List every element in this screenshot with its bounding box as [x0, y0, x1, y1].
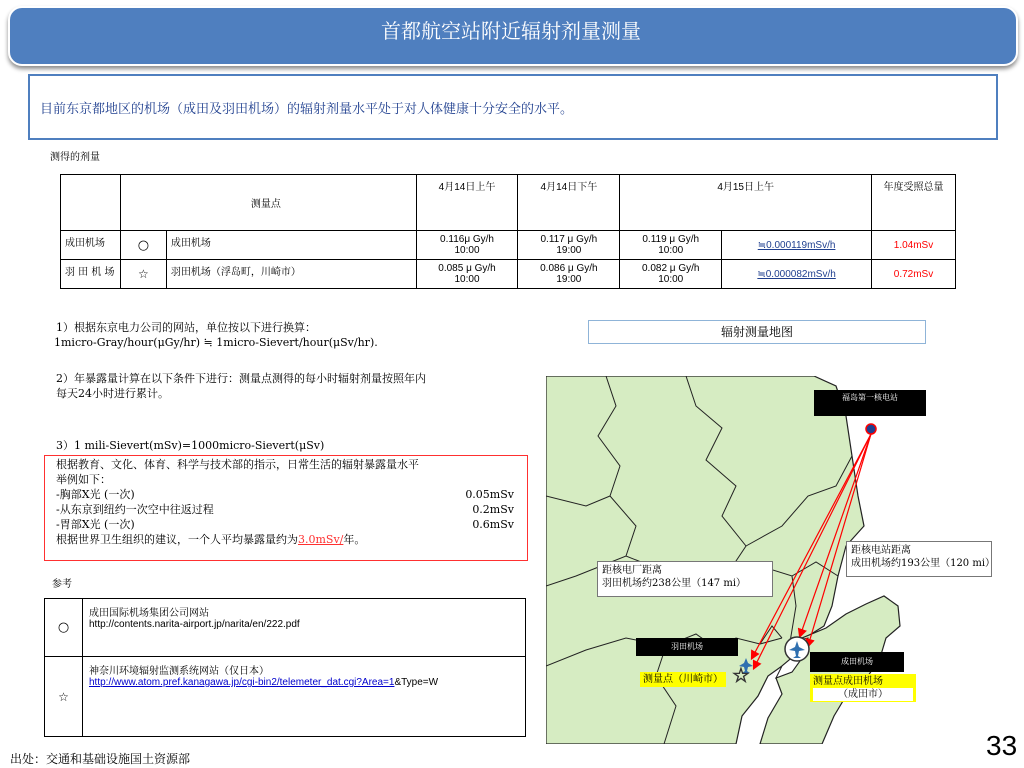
- example-item: -从东京到纽约一次空中往返过程 0.2mSv: [56, 503, 514, 516]
- haneda-distance-box: 距核电厂距离 羽田机场约238公里（147 mi）: [597, 561, 773, 597]
- haneda-point-label: 测量点（川崎市）: [640, 672, 726, 687]
- table-caption: 测得的剂量: [50, 152, 100, 163]
- star-symbol: ☆: [120, 260, 166, 289]
- value-apr15-am: 0.119 μ Gy/h 10:00: [620, 231, 722, 260]
- header-annual: 年度受照总量: [872, 175, 956, 231]
- star-symbol: ☆: [45, 657, 83, 737]
- source-note: 出处：交通和基础设施国土资源部: [10, 752, 191, 766]
- narita-airport-label: 成田机场: [810, 652, 904, 672]
- value-apr14-pm: 0.086 μ Gy/h 19:00: [518, 260, 620, 289]
- reference-link[interactable]: http://www.atom.pref.kanagawa.jp/cgi-bin2/telemeter_dat.cgi?Area=1: [89, 677, 395, 688]
- value-annual: 1.04mSv: [872, 231, 956, 260]
- map-title: 辐射测量地图: [588, 320, 926, 344]
- header-apr14-pm: 4月14日下午: [518, 175, 620, 231]
- measure-point: 成田机场: [166, 231, 416, 260]
- circle-symbol: ○: [45, 599, 83, 657]
- table-row: ☆ 神奈川环境辐射监测系统网站（仅日本） http://www.atom.pref.kanagawa.jp/cgi-bin2/telemeter_dat.cgi?Area=1&Type=W: [45, 657, 526, 737]
- measure-point: 羽田机场（浮岛町，川崎市）: [166, 260, 416, 289]
- summary-text: 目前东京都地区的机场（成田及羽田机场）的辐射剂量水平处于对人体健康十分安全的水平。: [40, 102, 574, 117]
- reference-caption: 参考: [52, 579, 72, 590]
- value-apr14-pm: 0.117 μ Gy/h 19:00: [518, 231, 620, 260]
- table-row: [61, 231, 956, 260]
- who-recommendation: 根据世界卫生组织的建议，一个人平均暴露量约为3.0mSv/年。: [56, 533, 366, 546]
- narita-distance-box: 距核电站距离 成田机场约193公里（120 mi）: [846, 541, 992, 577]
- circle-symbol: ○: [120, 231, 166, 260]
- page-number: 33: [986, 730, 1018, 761]
- dose-table: [60, 174, 956, 289]
- table-header-row: [61, 175, 956, 231]
- fukushima-marker: [866, 424, 876, 434]
- reference-name: 成田国际机场集团公司网站: [89, 608, 209, 619]
- airport-name: 成田机场: [61, 231, 121, 260]
- value-annual: 0.72mSv: [872, 260, 956, 289]
- example-item: -胃部X光 (一次) 0.6mSv: [56, 518, 514, 531]
- header-point: 测量点: [120, 175, 416, 231]
- haneda-airport-label: 羽田机场: [636, 638, 738, 656]
- page-title: 首都航空站附近辐射剂量测量: [381, 19, 641, 43]
- note-1: 1）根据东京电力公司的网站，单位按以下进行换算： 1micro-Gray/hour(μGy/hr) ≒ 1micro-Sievert/hour(μSv/hr).: [54, 321, 378, 349]
- value-apr14-am: 0.116μ Gy/h 10:00: [416, 231, 518, 260]
- reference-table: [44, 598, 526, 737]
- value-apr15-am: 0.082 μ Gy/h 10:00: [620, 260, 722, 289]
- narita-point-label: 测量点成田机场 （成田市）: [810, 674, 916, 702]
- airport-name: 羽 田 机 场: [61, 260, 121, 289]
- table-row: [45, 599, 526, 657]
- fukushima-label: 福岛第一核电站: [814, 390, 926, 416]
- value-apr14-am: 0.085 μ Gy/h 10:00: [416, 260, 518, 289]
- header-apr14-am: 4月14日上午: [416, 175, 518, 231]
- value-converted: ≒0.000082mSv/h: [722, 260, 872, 289]
- header-apr15-am: 4月15日上午: [620, 175, 872, 231]
- table-row: [61, 260, 956, 289]
- note-2: 2）年暴露量计算在以下条件下进行：测量点测得的每小时辐射剂量按照年内 每天24小时进行累计。: [56, 372, 426, 400]
- kawasaki-star-icon: ☆: [732, 663, 750, 687]
- note-3-title: 3）1 mili-Sievert(mSv)=1000micro-Sievert(μSv): [56, 439, 325, 452]
- example-item: -胸部X光 (一次) 0.05mSv: [56, 488, 514, 501]
- exposure-examples: 根据教育、文化、体育、科学与技术部的指示，日常生活的辐射暴露量水平 举例如下： -胸部X光 (一次) 0.05mSv -从东京到纽约一次空中往返过程 0.2mSv -胃部X光 (一次) 0.6mSv 根据世界卫生组织的建议，一个人平均暴露量约为3.0mSv/年。: [56, 457, 526, 547]
- value-converted: ≒0.000119mSv/h: [722, 231, 872, 260]
- reference-name: 神奈川环境辐射监测系统网站（仅日本）: [89, 666, 269, 677]
- reference-url: http://contents.narita-airport.jp/narita/en/222.pdf: [89, 619, 300, 630]
